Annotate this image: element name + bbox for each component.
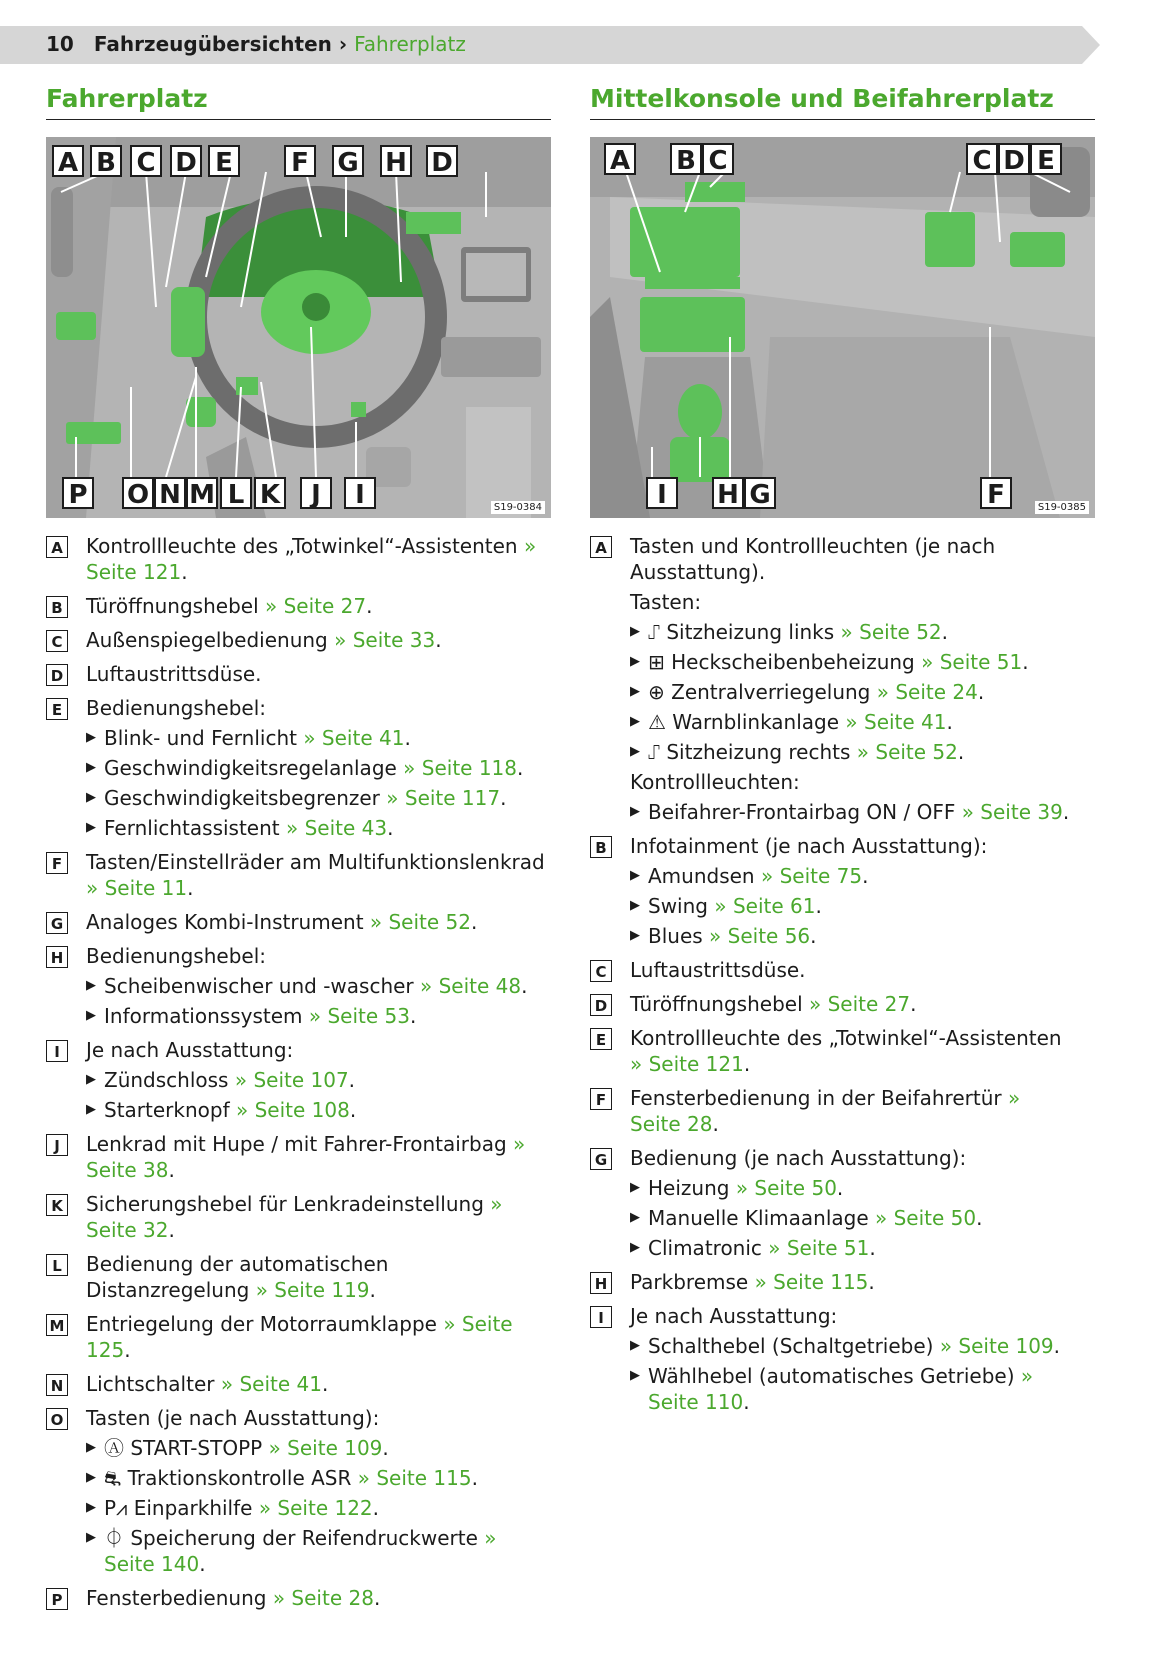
legend-key-box: D bbox=[46, 664, 68, 686]
legend-subheading: Kontrollleuchten: bbox=[630, 770, 800, 794]
legend-item-text bbox=[630, 1025, 1070, 1077]
center-console-figure bbox=[590, 137, 1095, 518]
legend-item-text bbox=[86, 627, 551, 653]
legend-key-box: C bbox=[590, 960, 612, 982]
legend-key-box: B bbox=[46, 596, 68, 618]
legend-item-text bbox=[630, 991, 1070, 1017]
legend-item-text bbox=[86, 909, 551, 935]
page-reference-link[interactable]: » Seite 53 bbox=[308, 1004, 410, 1028]
legend-subitem bbox=[630, 1235, 1070, 1261]
page-reference-link[interactable]: » Seite 24 bbox=[876, 680, 978, 704]
legend-item-text bbox=[86, 1405, 551, 1431]
page-reference-link[interactable]: » Seite 50 bbox=[875, 1206, 977, 1230]
legend-item bbox=[46, 1191, 551, 1243]
entry-period: . bbox=[168, 1218, 175, 1242]
callout-label-m: M bbox=[186, 477, 218, 509]
entry-text: Ⓐ START-STOPP bbox=[104, 1436, 263, 1460]
legend-subitem bbox=[630, 923, 1070, 949]
callout-label-o: O bbox=[122, 477, 154, 509]
legend-subheading: Tasten: bbox=[630, 590, 702, 614]
legend-item bbox=[46, 1037, 551, 1123]
entry-period: . bbox=[976, 1206, 983, 1230]
legend-item bbox=[46, 1251, 551, 1303]
entry-text: Parkbremse bbox=[630, 1270, 749, 1294]
entry-text: Fernlichtassistent bbox=[104, 816, 280, 840]
legend-subitem bbox=[86, 1495, 551, 1521]
legend-item bbox=[46, 1371, 551, 1397]
legend-item bbox=[46, 627, 551, 653]
entry-text: Je nach Ausstattung: bbox=[630, 1304, 838, 1328]
legend-item-text bbox=[630, 1085, 1070, 1137]
driver-cockpit-figure bbox=[46, 137, 551, 518]
page-reference-link[interactable]: » Seite 28 bbox=[630, 1086, 1021, 1136]
entry-period: . bbox=[743, 1052, 751, 1076]
left-section-title: Fahrerplatz bbox=[46, 84, 208, 113]
entry-text: Amundsen bbox=[648, 864, 755, 888]
legend-key-box: D bbox=[590, 994, 612, 1016]
entry-period: . bbox=[815, 894, 822, 918]
legend-subitem bbox=[86, 815, 551, 841]
page-reference-link[interactable]: » Seite 28 bbox=[272, 1586, 374, 1610]
entry-period: . bbox=[348, 1068, 356, 1092]
callout-label-a: A bbox=[52, 145, 84, 177]
legend-item-text bbox=[86, 661, 551, 687]
legend-subitem bbox=[630, 679, 1070, 705]
legend-item-text bbox=[86, 695, 551, 721]
left-legend-list bbox=[46, 533, 551, 1619]
callout-label-d2: D bbox=[426, 145, 458, 177]
entry-period: . bbox=[387, 816, 394, 840]
entry-text: Infotainment (je nach Ausstattung): bbox=[630, 834, 988, 858]
legend-item-text bbox=[86, 1311, 551, 1363]
entry-period: . bbox=[199, 1552, 206, 1576]
page-reference-link[interactable]: » Seite 108 bbox=[235, 1098, 350, 1122]
page-reference-link[interactable]: » Seite 52 bbox=[856, 740, 958, 764]
entry-text: Swing bbox=[648, 894, 708, 918]
entry-text: Bedienungshebel: bbox=[86, 944, 266, 968]
legend-subitem bbox=[630, 799, 1070, 825]
page-reference-link[interactable]: » Seite 43 bbox=[285, 816, 388, 840]
entry-period: . bbox=[836, 1176, 844, 1200]
entry-period: . bbox=[862, 864, 869, 888]
legend-item bbox=[46, 1131, 551, 1183]
entry-text: Blues bbox=[648, 924, 703, 948]
legend-item-text bbox=[86, 1131, 551, 1183]
legend-subitem bbox=[86, 1003, 551, 1029]
page-reference-link[interactable]: » Seite 39 bbox=[961, 800, 1063, 824]
entry-text: Fensterbedienung bbox=[86, 1586, 267, 1610]
callout-label-e: E bbox=[208, 145, 240, 177]
entry-text: Kontrollleuchte des „Totwinkel“-Assistenten bbox=[630, 1026, 1062, 1050]
legend-item-text bbox=[630, 1145, 1070, 1171]
page-reference-link[interactable]: » Seite 125 bbox=[86, 1312, 513, 1362]
entry-text: Schalthebel (Schaltgetriebe) bbox=[648, 1334, 934, 1358]
callout-label-c: C bbox=[130, 145, 162, 177]
page-reference-link[interactable]: » Seite 27 bbox=[809, 992, 911, 1016]
legend-item bbox=[590, 991, 1070, 1017]
page-reference-link[interactable]: » Seite 38 bbox=[86, 1132, 526, 1182]
entry-text: Türöffnungshebel bbox=[86, 594, 259, 618]
page-reference-link[interactable]: » Seite 107 bbox=[234, 1068, 349, 1092]
entry-period: . bbox=[349, 1098, 357, 1122]
legend-key-box: P bbox=[46, 1588, 68, 1610]
page-reference-link[interactable]: » Seite 122 bbox=[258, 1496, 373, 1520]
page-reference-link[interactable]: » Seite 51 bbox=[921, 650, 1023, 674]
page-reference-link[interactable]: » Seite 109 bbox=[939, 1334, 1054, 1358]
entry-text: ⊕ Zentralverriegelung bbox=[648, 680, 871, 704]
callout-label-n: N bbox=[154, 477, 186, 509]
page-reference-link[interactable]: » Seite 51 bbox=[768, 1236, 870, 1260]
page-reference-link[interactable]: » Seite 41 bbox=[845, 710, 947, 734]
legend-key-box: H bbox=[46, 946, 68, 968]
legend-item bbox=[46, 1405, 551, 1577]
legend-subitem bbox=[86, 785, 551, 811]
entry-text: Geschwindigkeitsregelanlage bbox=[104, 756, 397, 780]
page-reference-link[interactable]: » Seite 52 bbox=[840, 620, 942, 644]
page-reference-link[interactable]: » Seite 75 bbox=[760, 864, 863, 888]
page-reference-link[interactable]: » Seite 41 bbox=[220, 1372, 322, 1396]
legend-item bbox=[46, 909, 551, 935]
entry-text: Außenspiegelbedienung bbox=[86, 628, 328, 652]
legend-key-box: I bbox=[590, 1306, 612, 1328]
legend-item-text bbox=[86, 1585, 551, 1611]
callout-label-j: J bbox=[300, 477, 332, 509]
entry-period: . bbox=[977, 680, 985, 704]
entry-period: . bbox=[941, 620, 949, 644]
entry-text: Heizung bbox=[648, 1176, 730, 1200]
entry-text: Lenkrad mit Hupe / mit Fahrer-Frontairbag bbox=[86, 1132, 507, 1156]
legend-key-box: C bbox=[46, 630, 68, 652]
entry-text: P⩘ Einparkhilfe bbox=[104, 1496, 253, 1520]
page-reference-link[interactable]: » Seite 56 bbox=[709, 924, 811, 948]
legend-item-text bbox=[630, 1303, 1070, 1329]
callout-label-g: G bbox=[332, 145, 364, 177]
entry-text: ⚠ Warnblinkanlage bbox=[648, 710, 840, 734]
legend-key-box: I bbox=[46, 1040, 68, 1062]
page-reference-link[interactable]: » Seite 61 bbox=[714, 894, 816, 918]
entry-period: . bbox=[810, 924, 817, 948]
entry-period: . bbox=[435, 628, 442, 652]
entry-period: . bbox=[181, 560, 188, 584]
entry-text: Starterknopf bbox=[104, 1098, 230, 1122]
entry-period: . bbox=[168, 1158, 175, 1182]
legend-item-text bbox=[86, 1191, 551, 1243]
legend-subitem bbox=[86, 755, 551, 781]
header-separator: › bbox=[338, 32, 348, 56]
running-header bbox=[46, 32, 466, 56]
entry-period: . bbox=[124, 1338, 131, 1362]
entry-text: Kontrollleuchte des „Totwinkel“-Assistenten bbox=[86, 534, 518, 558]
legend-subitem bbox=[86, 725, 551, 751]
legend-item-text bbox=[630, 1269, 1070, 1295]
callout-label-c: C bbox=[702, 143, 734, 175]
entry-period: . bbox=[869, 1236, 876, 1260]
callout-label-b: B bbox=[670, 143, 702, 175]
legend-key-box: K bbox=[46, 1194, 68, 1216]
legend-key-box: H bbox=[590, 1272, 612, 1294]
legend-key-box: E bbox=[46, 698, 68, 720]
entry-period: . bbox=[743, 1390, 750, 1414]
entry-period: . bbox=[187, 876, 194, 900]
entry-text: Zündschloss bbox=[104, 1068, 229, 1092]
legend-item bbox=[46, 593, 551, 619]
legend-item-text bbox=[86, 593, 551, 619]
right-legend-list bbox=[590, 533, 1070, 1423]
entry-period: . bbox=[500, 786, 507, 810]
console-illustration bbox=[590, 137, 1095, 518]
entry-text: Bedienung der automatischen Distanzregelung bbox=[86, 1252, 389, 1302]
legend-item bbox=[590, 1085, 1070, 1137]
entry-period: . bbox=[521, 974, 528, 998]
entry-period: . bbox=[321, 1372, 329, 1396]
page-reference-link[interactable]: » Seite 48 bbox=[420, 974, 522, 998]
legend-subitem bbox=[630, 709, 1070, 735]
legend-subitem bbox=[630, 1205, 1070, 1231]
figure-code: S19-0385 bbox=[1035, 501, 1089, 514]
entry-period: . bbox=[373, 1586, 381, 1610]
legend-key-box: B bbox=[590, 836, 612, 858]
legend-subitem bbox=[630, 649, 1070, 675]
entry-text: Analoges Kombi-Instrument bbox=[86, 910, 364, 934]
entry-period: . bbox=[1053, 1334, 1061, 1358]
entry-text: Manuelle Klimaanlage bbox=[648, 1206, 869, 1230]
entry-period: . bbox=[1022, 650, 1029, 674]
legend-item bbox=[590, 833, 1070, 949]
legend-key-box: J bbox=[46, 1134, 68, 1156]
entry-text: Tasten und Kontrollleuchten (je nach Ausstattung). bbox=[630, 534, 996, 584]
entry-text: ⑀ Sitzheizung rechts bbox=[648, 740, 851, 764]
page-number: 10 bbox=[46, 32, 74, 56]
entry-text: Lichtschalter bbox=[86, 1372, 215, 1396]
entry-period: . bbox=[910, 992, 917, 1016]
callout-label-d: D bbox=[170, 145, 202, 177]
entry-period: . bbox=[712, 1112, 719, 1136]
legend-subitem bbox=[86, 1097, 551, 1123]
callout-label-a: A bbox=[604, 143, 636, 175]
callout-label-f: F bbox=[284, 145, 316, 177]
legend-item-text bbox=[630, 833, 1070, 859]
entry-text: Climatronic bbox=[648, 1236, 762, 1260]
page-reference-link[interactable]: » Seite 119 bbox=[255, 1278, 370, 1302]
entry-text: Scheibenwischer und -wascher bbox=[104, 974, 414, 998]
entry-text: Türöffnungshebel bbox=[630, 992, 803, 1016]
entry-period: . bbox=[369, 1278, 376, 1302]
page-reference-link[interactable]: » Seite 32 bbox=[86, 1192, 503, 1242]
page-reference-link[interactable]: » Seite 115 bbox=[754, 1270, 869, 1294]
callout-label-g: G bbox=[744, 477, 776, 509]
right-title-rule bbox=[590, 119, 1095, 120]
entry-period: . bbox=[372, 1496, 380, 1520]
legend-item-text bbox=[86, 1251, 551, 1303]
legend-key-box: G bbox=[46, 912, 68, 934]
legend-item-text bbox=[86, 533, 551, 585]
entry-text: ⑀ Sitzheizung links bbox=[648, 620, 835, 644]
callout-label-e: E bbox=[1030, 143, 1062, 175]
legend-key-box: F bbox=[46, 852, 68, 874]
legend-subitem bbox=[630, 863, 1070, 889]
legend-subitem bbox=[630, 1175, 1070, 1201]
legend-key-box: N bbox=[46, 1374, 68, 1396]
legend-item-text bbox=[630, 533, 1070, 585]
legend-key-box: E bbox=[590, 1028, 612, 1050]
entry-period: . bbox=[517, 756, 524, 780]
section-name: Fahrzeugübersichten bbox=[93, 32, 332, 56]
entry-text: Tasten (je nach Ausstattung): bbox=[86, 1406, 380, 1430]
entry-text: Luftaustrittsdüse. bbox=[630, 958, 806, 982]
entry-period: . bbox=[409, 1004, 417, 1028]
entry-text: Bedienung (je nach Ausstattung): bbox=[630, 1146, 967, 1170]
page-reference-link[interactable]: » Seite 117 bbox=[386, 786, 501, 810]
callout-label-d: D bbox=[998, 143, 1030, 175]
page-reference-link[interactable]: » Seite 121 bbox=[630, 1052, 744, 1076]
page-reference-link[interactable]: » Seite 27 bbox=[265, 594, 367, 618]
left-title-rule bbox=[46, 119, 551, 120]
legend-item-text bbox=[86, 849, 551, 901]
legend-item-text bbox=[86, 1037, 551, 1063]
legend-item bbox=[46, 533, 551, 585]
entry-period: . bbox=[1062, 800, 1070, 824]
cockpit-illustration bbox=[46, 137, 551, 518]
legend-key-box: F bbox=[590, 1088, 612, 1110]
page-reference-link[interactable]: » Seite 109 bbox=[268, 1436, 383, 1460]
entry-period: . bbox=[404, 726, 411, 750]
page-reference-link[interactable]: » Seite 33 bbox=[334, 628, 436, 652]
callout-label-f: F bbox=[980, 477, 1012, 509]
entry-period: . bbox=[366, 594, 373, 618]
entry-text: Luftaustrittsdüse. bbox=[86, 662, 262, 686]
legend-item bbox=[590, 1269, 1070, 1295]
legend-item bbox=[46, 661, 551, 687]
legend-subitem bbox=[86, 973, 551, 999]
legend-item-text bbox=[630, 957, 1070, 983]
entry-text: Geschwindigkeitsbegrenzer bbox=[104, 786, 380, 810]
entry-text: ⛐ Traktionskontrolle ASR bbox=[104, 1466, 352, 1490]
legend-key-box: A bbox=[590, 536, 612, 558]
page-reference-link[interactable]: » Seite 50 bbox=[735, 1176, 837, 1200]
entry-period: . bbox=[382, 1436, 389, 1460]
legend-key-box: M bbox=[46, 1314, 68, 1336]
page-reference-link[interactable]: » Seite 121 bbox=[86, 534, 537, 584]
entry-text: ⏀ Speicherung der Reifendruckwerte bbox=[104, 1526, 478, 1550]
legend-item bbox=[590, 1145, 1070, 1261]
callout-label-h: H bbox=[380, 145, 412, 177]
legend-subitem bbox=[630, 1333, 1070, 1359]
legend-item-text bbox=[86, 1371, 551, 1397]
entry-period: . bbox=[868, 1270, 875, 1294]
figure-code: S19-0384 bbox=[491, 501, 545, 514]
legend-item bbox=[590, 957, 1070, 983]
legend-subitem bbox=[86, 1465, 551, 1491]
entry-text: Tasten/Einstellräder am Multifunktionslenkrad bbox=[86, 850, 545, 874]
legend-key-box: L bbox=[46, 1254, 68, 1276]
legend-item-text bbox=[86, 943, 551, 969]
entry-period: . bbox=[946, 710, 953, 734]
page-reference-link[interactable]: » Seite 11 bbox=[86, 876, 188, 900]
legend-item bbox=[46, 943, 551, 1029]
callout-label-k: K bbox=[254, 477, 286, 509]
callout-label-i: I bbox=[646, 477, 678, 509]
page-reference-link[interactable]: » Seite 52 bbox=[369, 910, 471, 934]
legend-key-box: A bbox=[46, 536, 68, 558]
legend-item bbox=[590, 533, 1070, 825]
legend-subitem bbox=[630, 1363, 1070, 1415]
legend-subitem bbox=[630, 739, 1070, 765]
entry-text: ⊞ Heckscheibenbeheizung bbox=[648, 650, 915, 674]
legend-subitem bbox=[630, 619, 1070, 645]
right-section-title: Mittelkonsole und Beifahrerplatz bbox=[590, 84, 1054, 113]
entry-text: Entriegelung der Motorraumklappe bbox=[86, 1312, 437, 1336]
entry-text: Wählhebel (automatisches Getriebe) bbox=[648, 1364, 1015, 1388]
callout-label-l: L bbox=[220, 477, 252, 509]
legend-item bbox=[46, 849, 551, 901]
page-reference-link[interactable]: » Seite 140 bbox=[104, 1526, 497, 1576]
legend-key-box: O bbox=[46, 1408, 68, 1430]
legend-subitem bbox=[630, 893, 1070, 919]
entry-period: . bbox=[471, 910, 478, 934]
legend-item bbox=[46, 1585, 551, 1611]
page-reference-link[interactable]: » Seite 118 bbox=[403, 756, 517, 780]
legend-subitem bbox=[86, 1525, 551, 1577]
page-reference-link[interactable]: » Seite 41 bbox=[303, 726, 405, 750]
legend-item bbox=[590, 1025, 1070, 1077]
entry-text: Sicherungshebel für Lenkradeinstellung bbox=[86, 1192, 484, 1216]
legend-subitem bbox=[86, 1067, 551, 1093]
entry-text: Beifahrer-Frontairbag ON / OFF bbox=[648, 800, 956, 824]
subsection-name: Fahrerplatz bbox=[354, 32, 466, 56]
callout-label-i: I bbox=[344, 477, 376, 509]
entry-text: Fensterbedienung in der Beifahrertür bbox=[630, 1086, 1002, 1110]
callout-label-h: H bbox=[712, 477, 744, 509]
entry-text: Blink- und Fernlicht bbox=[104, 726, 297, 750]
callout-label-c2: C bbox=[966, 143, 998, 175]
callout-label-b: B bbox=[90, 145, 122, 177]
entry-period: . bbox=[957, 740, 965, 764]
legend-item bbox=[46, 695, 551, 841]
page-reference-link[interactable]: » Seite 115 bbox=[357, 1466, 472, 1490]
legend-subitem bbox=[86, 1435, 551, 1461]
page-reference-link[interactable]: » Seite 110 bbox=[648, 1364, 1034, 1414]
entry-period: . bbox=[471, 1466, 478, 1490]
legend-item bbox=[46, 1311, 551, 1363]
legend-item bbox=[590, 1303, 1070, 1415]
callout-label-p: P bbox=[62, 477, 94, 509]
legend-key-box: G bbox=[590, 1148, 612, 1170]
entry-text: Bedienungshebel: bbox=[86, 696, 266, 720]
entry-text: Je nach Ausstattung: bbox=[86, 1038, 294, 1062]
entry-text: Informationssystem bbox=[104, 1004, 303, 1028]
